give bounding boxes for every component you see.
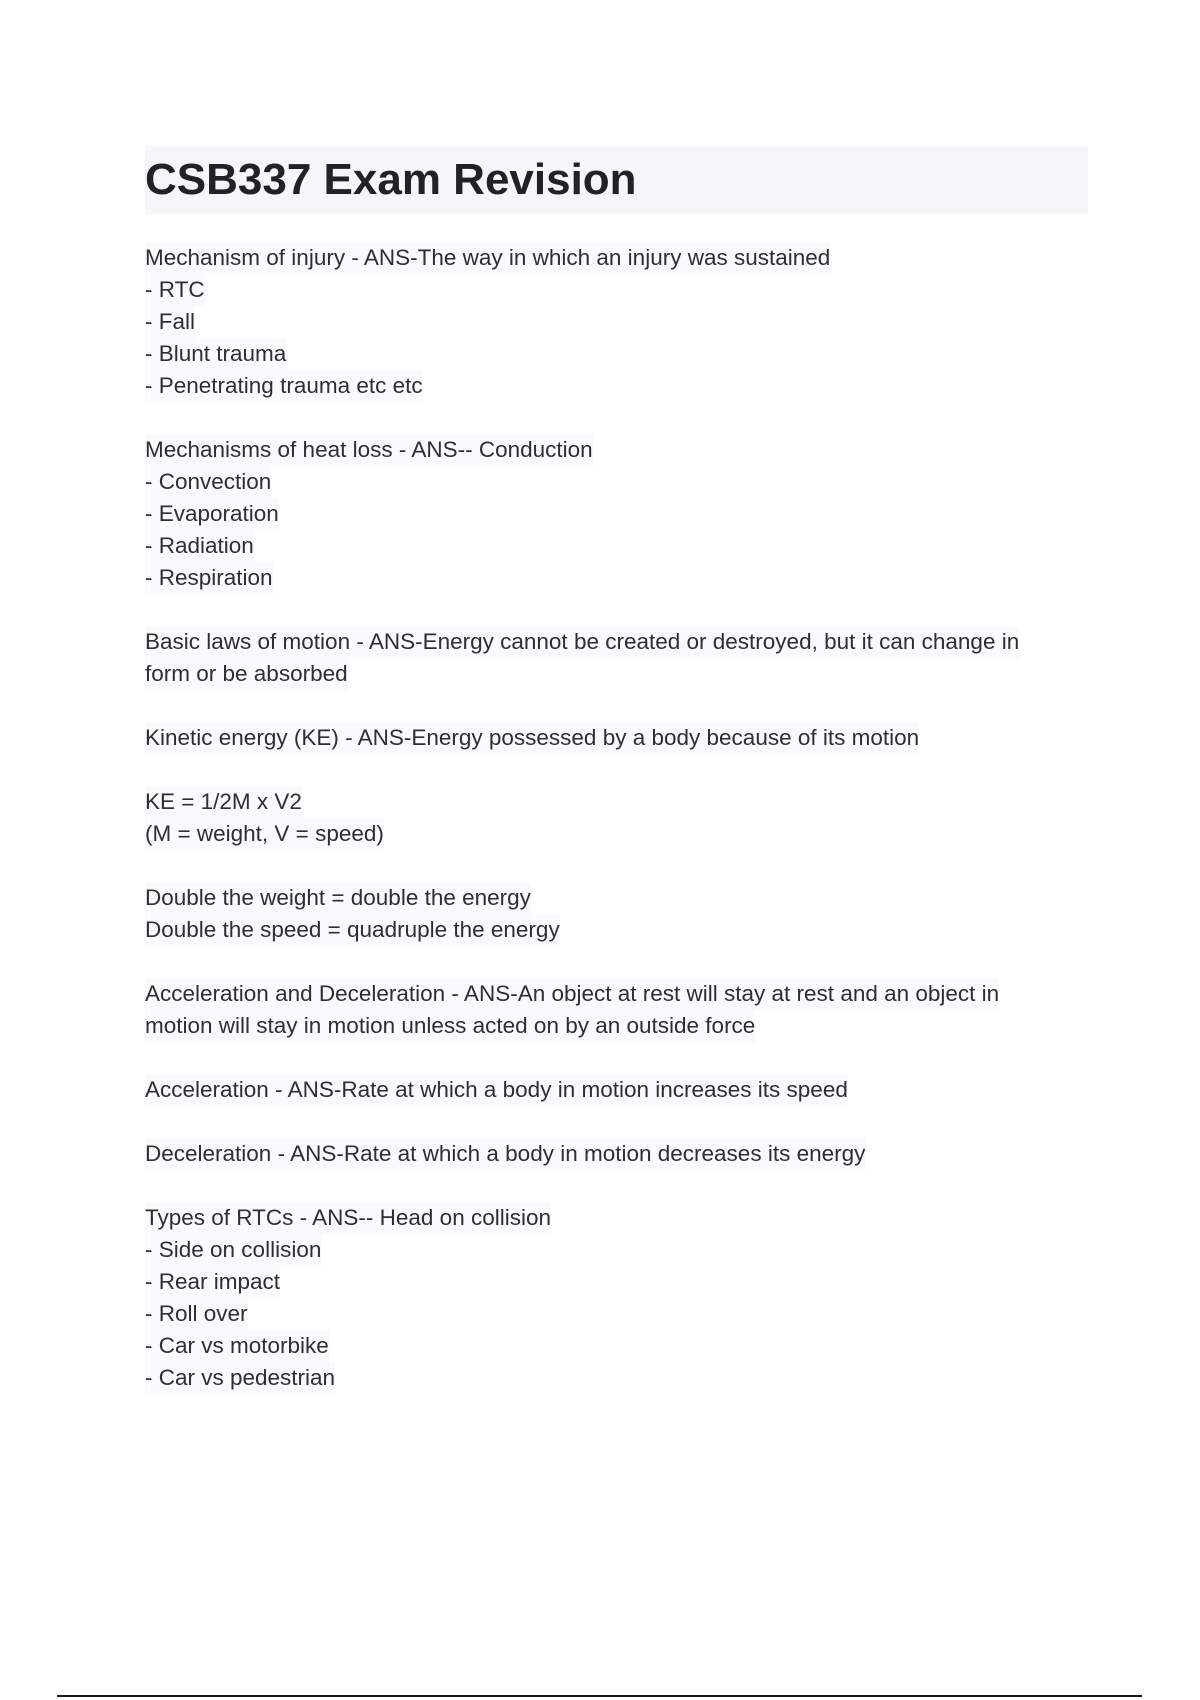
qa-block-kinetic-energy — [145, 722, 1095, 754]
page-bottom-divider — [57, 1695, 1142, 1697]
text-line: Double the weight = double the energy — [145, 882, 531, 914]
qa-block-deceleration — [145, 1138, 1095, 1170]
text-line: form or be absorbed — [145, 658, 348, 690]
qa-block-mechanism-of-injury — [145, 242, 1095, 402]
qa-block-acceleration — [145, 1074, 1095, 1106]
text-line: - Rear impact — [145, 1266, 280, 1298]
qa-block-heat-loss — [145, 434, 1095, 594]
text-line: - Blunt trauma — [145, 338, 286, 370]
text-line: KE = 1/2M x V2 — [145, 786, 302, 818]
text-line: - Penetrating trauma etc etc — [145, 370, 423, 402]
text-line: Deceleration - ANS-Rate at which a body in motion decreases its energy — [145, 1138, 865, 1170]
text-line: - Radiation — [145, 530, 254, 562]
formula-block — [145, 786, 1095, 850]
text-line: Mechanism of injury - ANS-The way in which an injury was sustained — [145, 242, 830, 274]
text-line: Mechanisms of heat loss - ANS-- Conduction — [145, 434, 593, 466]
text-line: - Car vs motorbike — [145, 1330, 329, 1362]
qa-block-laws-of-motion — [145, 626, 1095, 690]
text-line: Types of RTCs - ANS-- Head on collision — [145, 1202, 551, 1234]
document-body — [145, 242, 1095, 1426]
qa-block-types-of-rtcs — [145, 1202, 1095, 1394]
text-line: Acceleration and Deceleration - ANS-An object at rest will stay at rest and an object in — [145, 978, 999, 1010]
text-line: - RTC — [145, 274, 205, 306]
text-line: - Car vs pedestrian — [145, 1362, 335, 1394]
text-line: Kinetic energy (KE) - ANS-Energy possessed by a body because of its motion — [145, 722, 919, 754]
text-line: Acceleration - ANS-Rate at which a body in motion increases its speed — [145, 1074, 848, 1106]
text-line: - Fall — [145, 306, 195, 338]
text-line: - Convection — [145, 466, 271, 498]
text-line: - Evaporation — [145, 498, 279, 530]
text-line: motion will stay in motion unless acted on by an outside force — [145, 1010, 755, 1042]
text-line: - Roll over — [145, 1298, 248, 1330]
text-line: Double the speed = quadruple the energy — [145, 914, 560, 946]
text-line: (M = weight, V = speed) — [145, 818, 384, 850]
qa-block-acceleration-deceleration — [145, 978, 1095, 1042]
note-block-doubling — [145, 882, 1095, 946]
text-line: Basic laws of motion - ANS-Energy cannot be created or destroyed, but it can change in — [145, 626, 1019, 658]
text-line: - Respiration — [145, 562, 273, 594]
page-title: CSB337 Exam Revision — [145, 146, 1088, 214]
text-line: - Side on collision — [145, 1234, 321, 1266]
